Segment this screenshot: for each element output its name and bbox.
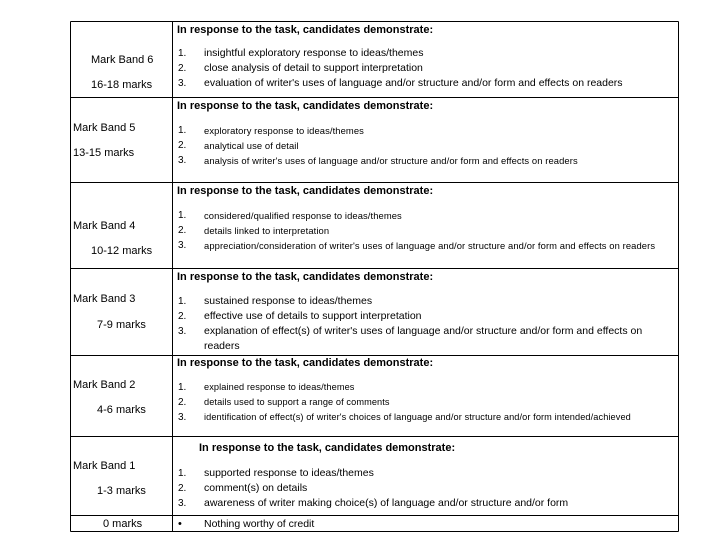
band-1-criteria — [204, 466, 678, 511]
number: 2. — [178, 140, 187, 151]
band-6-name: Mark Band 6 — [91, 54, 154, 66]
criterion: explained response to ideas/themes — [204, 382, 355, 392]
band-3-marks: 7-9 marks — [97, 319, 146, 331]
criterion: analysis of writer's uses of language and/or structure and/or form and effects on readers — [204, 155, 578, 166]
band-3-name: Mark Band 3 — [73, 293, 136, 305]
band-6-marks: 16-18 marks — [91, 79, 153, 91]
criterion: explanation of effect(s) of writer's uses of language and/or structure and/or form and effects on readers — [204, 325, 643, 352]
band-3-criteria — [204, 294, 670, 354]
band-5-numbers — [178, 123, 198, 168]
band-1-header: In response to the task, candidates demonstrate: — [199, 442, 456, 454]
number: 2. — [178, 311, 187, 322]
criterion: considered/qualified response to ideas/themes — [204, 210, 402, 221]
band-1-marks: 1-3 marks — [97, 485, 146, 497]
criterion: evaluation of writer's uses of language and/or structure and/or form and effects on readers — [204, 77, 623, 89]
zero-marks-text: Nothing worthy of credit — [204, 518, 315, 530]
band-2-criteria — [204, 380, 678, 425]
number: 1. — [178, 210, 187, 221]
criterion: effective use of details to support interpretation — [204, 310, 422, 322]
criterion: comment(s) on details — [204, 482, 308, 494]
criterion: sustained response to ideas/themes — [204, 295, 373, 307]
number: 3. — [178, 326, 187, 337]
band-2-header: In response to the task, candidates demonstrate: — [177, 357, 434, 369]
criterion: awareness of writer making choice(s) of language and/or structure and/or form — [204, 497, 569, 509]
band-1-numbers — [178, 466, 198, 511]
band-5-name: Mark Band 5 — [73, 122, 136, 134]
criterion: insightful exploratory response to ideas/themes — [204, 47, 424, 59]
criterion: analytical use of detail — [204, 140, 299, 151]
number: 3. — [178, 412, 187, 423]
band-2-marks: 4-6 marks — [97, 404, 146, 416]
band-6-header: In response to the task, candidates demonstrate: — [177, 24, 434, 36]
band-6-criteria — [204, 46, 678, 91]
criterion: close analysis of detail to support interpretation — [204, 62, 423, 74]
number: 1. — [178, 382, 187, 393]
number: 2. — [178, 63, 187, 74]
number: 2. — [178, 483, 187, 494]
band-2-numbers — [178, 380, 198, 425]
number: 3. — [178, 240, 187, 251]
number: 1. — [178, 125, 187, 136]
band-4-numbers — [178, 208, 198, 253]
number: 1. — [178, 468, 187, 479]
number: 3. — [178, 155, 187, 166]
criterion: appreciation/consideration of writer's uses of language and/or structure and/or form and effects on readers — [204, 240, 656, 251]
number: 1. — [178, 296, 187, 307]
criterion: supported response to ideas/themes — [204, 467, 374, 479]
bullet-icon: • — [178, 518, 182, 530]
band-5-header: In response to the task, candidates demonstrate: — [177, 100, 434, 112]
zero-marks: 0 marks — [103, 518, 143, 530]
band-3-numbers — [178, 294, 198, 339]
band-4-criteria — [204, 208, 664, 252]
band-5-marks: 13-15 marks — [73, 147, 135, 159]
band-4-header: In response to the task, candidates demonstrate: — [177, 185, 434, 197]
number: 3. — [178, 498, 187, 509]
criterion: details linked to interpretation — [204, 225, 330, 236]
criterion: identification of effect(s) of writer's choices of language and/or structure and/or form intended/achieved — [204, 412, 631, 422]
band-1-name: Mark Band 1 — [73, 460, 136, 472]
number: 3. — [178, 78, 187, 89]
criterion: details used to support a range of comments — [204, 397, 390, 407]
band-4-marks: 10-12 marks — [91, 245, 153, 257]
criterion: exploratory response to ideas/themes — [204, 125, 364, 136]
number: 2. — [178, 225, 187, 236]
band-2-name: Mark Band 2 — [73, 379, 136, 391]
band-4-name: Mark Band 4 — [73, 220, 136, 232]
number: 2. — [178, 397, 187, 408]
number: 1. — [178, 48, 187, 59]
band-3-header: In response to the task, candidates demonstrate: — [177, 271, 434, 283]
band-6-numbers — [178, 46, 198, 91]
band-5-criteria — [204, 123, 678, 168]
